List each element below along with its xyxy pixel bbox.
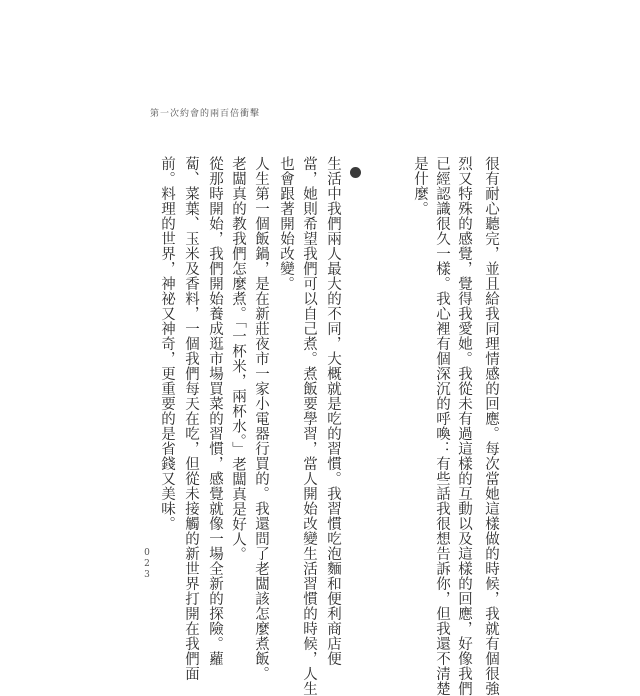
text-column: 從那時開始，我們開始養成逛市場買菜的習慣，感覺就像一場全新的探險。蘿	[207, 156, 223, 666]
text-column: 前。料理的世界，神祕又神奇，更重要的是省錢又美味。	[159, 156, 175, 531]
text-column: 人生第一個飯鍋，是在新莊夜市一家小電器行買的。我還問了老闆該怎麼煮飯。	[253, 156, 269, 681]
text-column: 很有耐心聽完，並且給我同理情感的回應。每次當她這樣做的時候，我就有個很強	[483, 156, 499, 696]
text-column: 是什麼。	[412, 156, 428, 216]
text-column: 烈又特殊的感覺，覺得我愛她。我從未有過這樣的互動以及這樣的回應，好像我們	[456, 156, 472, 696]
section-bullet-icon	[350, 167, 361, 178]
running-header: 第一次約會的兩百倍衝擊	[150, 109, 261, 119]
text-column: 也會跟著開始改變。	[278, 156, 294, 291]
text-column: 老闆真的教我們怎麼煮。「一杯米，兩杯水。」老闆真是好人。	[230, 156, 246, 562]
text-column: 當，她則希望我們可以自己煮。煮飯要學習，當人開始改變生活習慣的時候，人生	[301, 156, 317, 696]
text-column: 蔔、菜葉、玉米及香料，一個我們每天在吃，但從未接觸的新世界打開在我們面	[183, 156, 199, 681]
text-column: 生活中我們兩人最大的不同，大概就是吃的習慣。我習慣吃泡麵和便利商店便	[325, 156, 341, 666]
page-number: 023	[142, 548, 152, 581]
text-column: 已經認識很久一樣。我心裡有個深沉的呼喚：有些話我很想告訴你，但我還不清楚	[434, 156, 450, 696]
